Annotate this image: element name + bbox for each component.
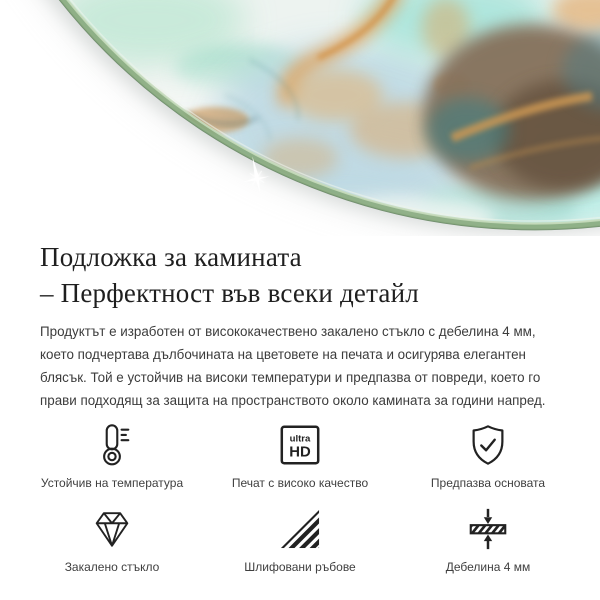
- feature-label: Закалено стъкло: [64, 560, 160, 574]
- svg-text:HD: HD: [289, 444, 311, 461]
- feature-label: Дебелина 4 мм: [445, 560, 531, 574]
- diamond-icon: [89, 506, 135, 552]
- feature-thickness: [394, 506, 582, 574]
- title-line-2: – Перфектност във всеки детайл: [40, 278, 419, 308]
- glass-pad-image: [0, 0, 600, 236]
- feature-protects-base: [394, 422, 582, 490]
- feature-label: Устойчив на температура: [40, 476, 184, 490]
- thermometer-icon: [89, 422, 135, 468]
- feature-label: Печат с високо качество: [231, 476, 369, 490]
- title-line-1: Подложка за камината: [40, 242, 302, 272]
- feature-label: Предпазва основата: [430, 476, 546, 490]
- product-image-section: [0, 0, 600, 236]
- polished-edges-icon: [277, 506, 323, 552]
- feature-temperature: [18, 422, 206, 490]
- feature-print-quality: [206, 422, 394, 490]
- thickness-icon: [465, 506, 511, 552]
- feature-polished-edges: [206, 506, 394, 574]
- ultra-hd-icon: [277, 422, 323, 468]
- feature-grid: [0, 412, 600, 574]
- product-description-section: [0, 239, 600, 412]
- shield-check-icon: [465, 422, 511, 468]
- svg-text:ultra: ultra: [289, 433, 311, 445]
- feature-label: Шлифовани ръбове: [244, 560, 356, 574]
- feature-tempered-glass: [18, 506, 206, 574]
- product-description-text: Продуктът е изработен от висококачествено закалено стъкло с дебелина 4 мм, което подчертава дълбочината на цветовете на печата и осигурява елегантен блясък. Той е устойчив на високи температури и предпазва от повреди, което го прави подходящ за защита на пространството около камината за години напред.: [40, 324, 546, 408]
- page-title: [40, 239, 560, 311]
